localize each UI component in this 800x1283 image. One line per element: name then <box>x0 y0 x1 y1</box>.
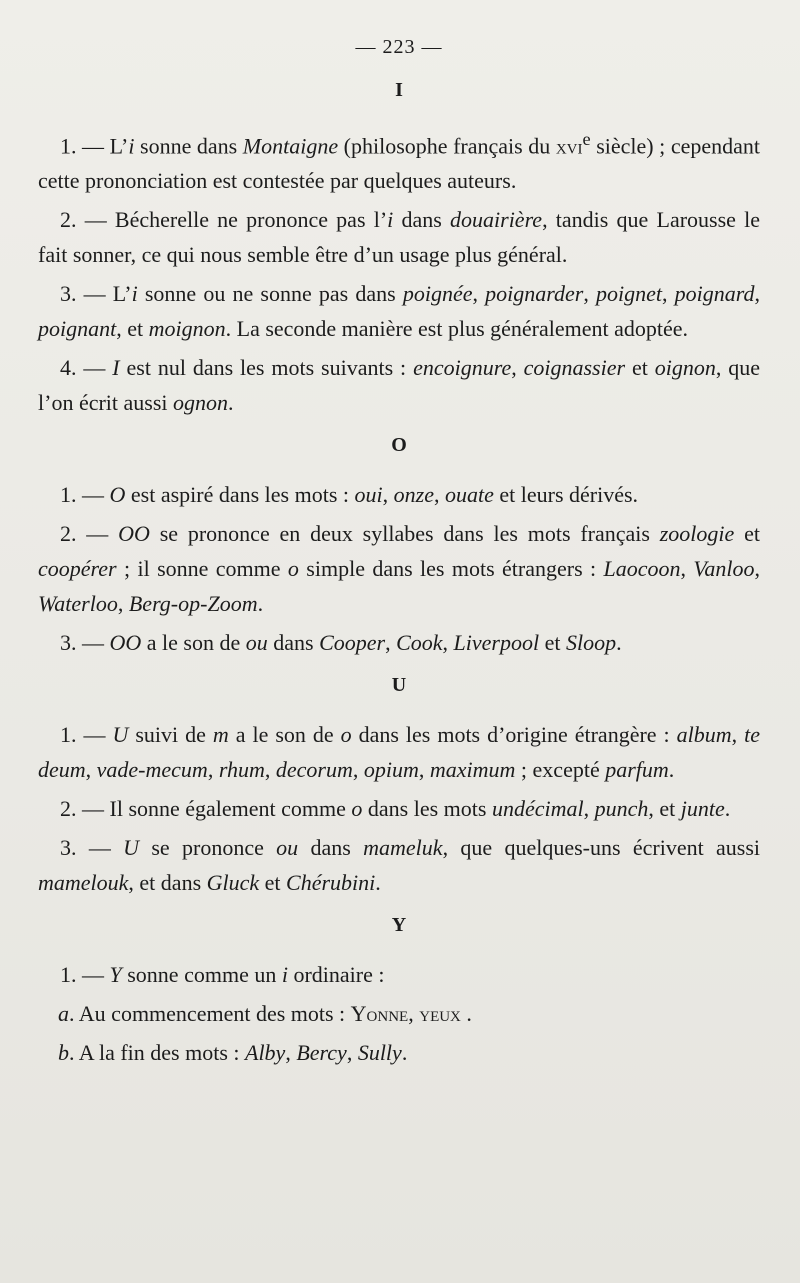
text: et <box>539 630 566 656</box>
text-italic: maximum <box>429 757 516 783</box>
text: simple dans les mots étrangers : <box>298 556 604 582</box>
text: . Au commencement des mots : <box>69 1001 351 1027</box>
page-content <box>38 30 760 1074</box>
text: suivi de <box>128 722 213 748</box>
section-heading-i: I <box>395 79 403 101</box>
text-italic: junte <box>680 796 725 822</box>
text-italic: U <box>112 722 129 748</box>
text: , <box>117 591 129 617</box>
text: dans les mots <box>362 796 492 822</box>
text-italic: i <box>387 207 394 233</box>
text-italic: OO <box>118 521 150 547</box>
text-italic: mamelouk <box>38 870 129 896</box>
superscript: e <box>582 129 591 149</box>
text-italic: Chérubini <box>286 870 376 896</box>
text: a le son de <box>228 722 341 748</box>
text-italic: Waterloo <box>38 591 118 617</box>
page-number: — 223 — <box>355 36 443 58</box>
text: dans <box>393 207 451 233</box>
text-italic: Sully <box>357 1040 402 1066</box>
text: , <box>346 1040 358 1066</box>
text: (philosophe français du <box>338 133 556 159</box>
text: est nul dans les mots suivants : <box>119 355 414 381</box>
text-italic: i <box>131 281 138 307</box>
text: , <box>472 281 486 307</box>
text: 3. — L’ <box>60 281 132 307</box>
text: sonne dans <box>134 133 243 159</box>
text: , <box>352 757 364 783</box>
text: sonne comme un <box>121 962 282 988</box>
text-smallcaps: xvi <box>555 133 583 159</box>
text-italic: coignassier <box>523 355 626 381</box>
text-italic: Gluck <box>206 870 260 896</box>
section-heading-y: Y <box>391 914 407 937</box>
text: a le son de <box>141 630 246 656</box>
text: sonne ou ne sonne pas dans <box>137 281 403 307</box>
text-italic: i <box>128 133 135 159</box>
text: , et <box>648 796 681 822</box>
text: . <box>668 757 675 783</box>
text: , <box>754 556 761 582</box>
text: . La seconde manière est plus généralement adoptée. <box>225 316 689 342</box>
text-italic: Liverpool <box>453 630 540 656</box>
text-italic: ou <box>245 630 268 656</box>
text-italic: Vanloo <box>693 556 755 582</box>
text: siècle) ; cependant cette prononciation est contestée par quelques auteurs. <box>38 133 761 194</box>
text: est aspiré dans les mots : <box>125 482 355 508</box>
text-italic: douairière <box>450 207 543 233</box>
section-heading-o: O <box>391 434 407 457</box>
text: , que l’on écrit aussi <box>38 355 760 416</box>
text: 1. — <box>60 722 113 748</box>
text: , <box>382 482 394 508</box>
text: , <box>662 281 675 307</box>
text: , <box>418 757 430 783</box>
text: se prononce en deux syllabes dans les mots français <box>149 521 660 547</box>
text-italic: poignant <box>38 316 117 342</box>
text-italic: undécimal <box>491 796 584 822</box>
text-italic: te deum <box>38 722 760 783</box>
text-italic: Laocoon <box>603 556 681 582</box>
text: . A la fin des mots : <box>69 1040 245 1066</box>
text: , <box>433 482 445 508</box>
text-italic: poignarder <box>485 281 584 307</box>
text-italic: Montaigne <box>242 133 339 159</box>
text-italic: ognon <box>173 390 229 416</box>
text-italic: o <box>340 722 352 748</box>
text-italic: oui <box>354 482 383 508</box>
text: dans <box>298 835 364 861</box>
paragraph-u-3 <box>38 830 760 900</box>
text: , <box>408 1001 420 1027</box>
text: , <box>583 796 595 822</box>
text: . <box>460 1001 472 1027</box>
text: se prononce <box>139 835 277 861</box>
text: , <box>754 281 761 307</box>
text: ordinaire : <box>287 962 385 988</box>
paragraph-i-1 <box>38 122 760 198</box>
text: . <box>257 591 264 617</box>
text-italic: poignard <box>674 281 755 307</box>
text: , <box>264 757 276 783</box>
text-smallcaps: yeux <box>419 1001 461 1027</box>
text: . <box>401 1040 408 1066</box>
text-smallcaps: Yonne <box>350 1001 409 1027</box>
text-italic: Sloop <box>565 630 617 656</box>
text-italic: onze <box>393 482 434 508</box>
text-italic: poignée <box>402 281 473 307</box>
text-italic: b <box>58 1040 69 1066</box>
paragraph-o-1 <box>38 477 760 512</box>
text: , <box>511 355 524 381</box>
paragraph-u-2 <box>38 791 760 826</box>
text-italic: oignon <box>654 355 716 381</box>
text-italic: Y <box>109 962 122 988</box>
text: 2. — <box>60 521 119 547</box>
text: . <box>616 630 622 656</box>
text-italic: parfum <box>605 757 669 783</box>
text: , <box>207 757 219 783</box>
text: 1. — <box>60 962 110 988</box>
text: 2. — Bécherelle ne prononce pas l’ <box>60 207 388 233</box>
text: 3. — <box>60 630 110 656</box>
text-italic: o <box>287 556 299 582</box>
text: 2. — Il sonne également comme <box>60 796 352 822</box>
text-italic: decorum <box>275 757 353 783</box>
text-italic: Alby <box>245 1040 286 1066</box>
text: ; excepté <box>515 757 606 783</box>
paragraph-y-a <box>58 996 760 1031</box>
paragraph-y-1 <box>38 957 760 992</box>
paragraph-o-2 <box>38 516 760 621</box>
text: ; il sonne comme <box>116 556 288 582</box>
text: 1. — L’ <box>60 133 129 159</box>
text: . <box>228 390 234 416</box>
text: , <box>385 630 397 656</box>
text-italic: Cooper <box>319 630 386 656</box>
text: , <box>85 757 97 783</box>
text-italic: vade-mecum <box>96 757 208 783</box>
paragraph-u-1 <box>38 717 760 787</box>
text-italic: i <box>281 962 288 988</box>
text: , <box>731 722 745 748</box>
text-italic: encoignure <box>413 355 512 381</box>
text-italic: O <box>109 482 126 508</box>
text: 3. — <box>60 835 124 861</box>
text-italic: zoologie <box>659 521 735 547</box>
text-italic: Cook <box>396 630 443 656</box>
text-italic: ouate <box>444 482 494 508</box>
text: et leurs dérivés. <box>493 482 639 508</box>
text-italic: moignon <box>148 316 226 342</box>
text-italic: punch <box>594 796 649 822</box>
text-italic: mameluk <box>363 835 443 861</box>
text-italic: Bercy <box>296 1040 347 1066</box>
text: 1. — <box>60 482 110 508</box>
text-italic: poignet <box>596 281 662 307</box>
section-heading-u: U <box>391 674 407 697</box>
text: , que quelques-uns écrivent aussi <box>442 835 761 861</box>
text: et <box>734 521 760 547</box>
text-italic: o <box>351 796 363 822</box>
text: , <box>583 281 596 307</box>
text: , <box>442 630 454 656</box>
text-italic: album <box>676 722 732 748</box>
text: , <box>285 1040 297 1066</box>
text-italic: I <box>112 355 120 381</box>
text: . <box>375 870 381 896</box>
text: 4. — <box>60 355 113 381</box>
text-italic: U <box>123 835 140 861</box>
text-italic: coopérer <box>38 556 117 582</box>
text: , <box>680 556 694 582</box>
text: et <box>259 870 287 896</box>
text: dans les mots d’origine étrangère : <box>351 722 677 748</box>
text: et <box>625 355 655 381</box>
text-italic: rhum <box>218 757 265 783</box>
text: dans <box>267 630 320 656</box>
text: , et dans <box>128 870 207 896</box>
paragraph-i-4 <box>38 350 760 420</box>
text: , tandis que Larousse le fait sonner, ce qui nous semble être d’un usage plus général. <box>38 207 760 268</box>
text: , et <box>116 316 149 342</box>
paragraph-i-3 <box>38 276 760 346</box>
text-italic: Berg-op-Zoom <box>128 591 258 617</box>
text-italic: OO <box>109 630 142 656</box>
text-italic: m <box>212 722 229 748</box>
paragraph-o-3 <box>38 625 760 660</box>
text: . <box>724 796 731 822</box>
text-italic: ou <box>276 835 299 861</box>
text-italic: opium <box>363 757 419 783</box>
paragraph-i-2 <box>38 202 760 272</box>
paragraph-y-b <box>58 1035 760 1070</box>
text-italic: a <box>58 1001 69 1027</box>
